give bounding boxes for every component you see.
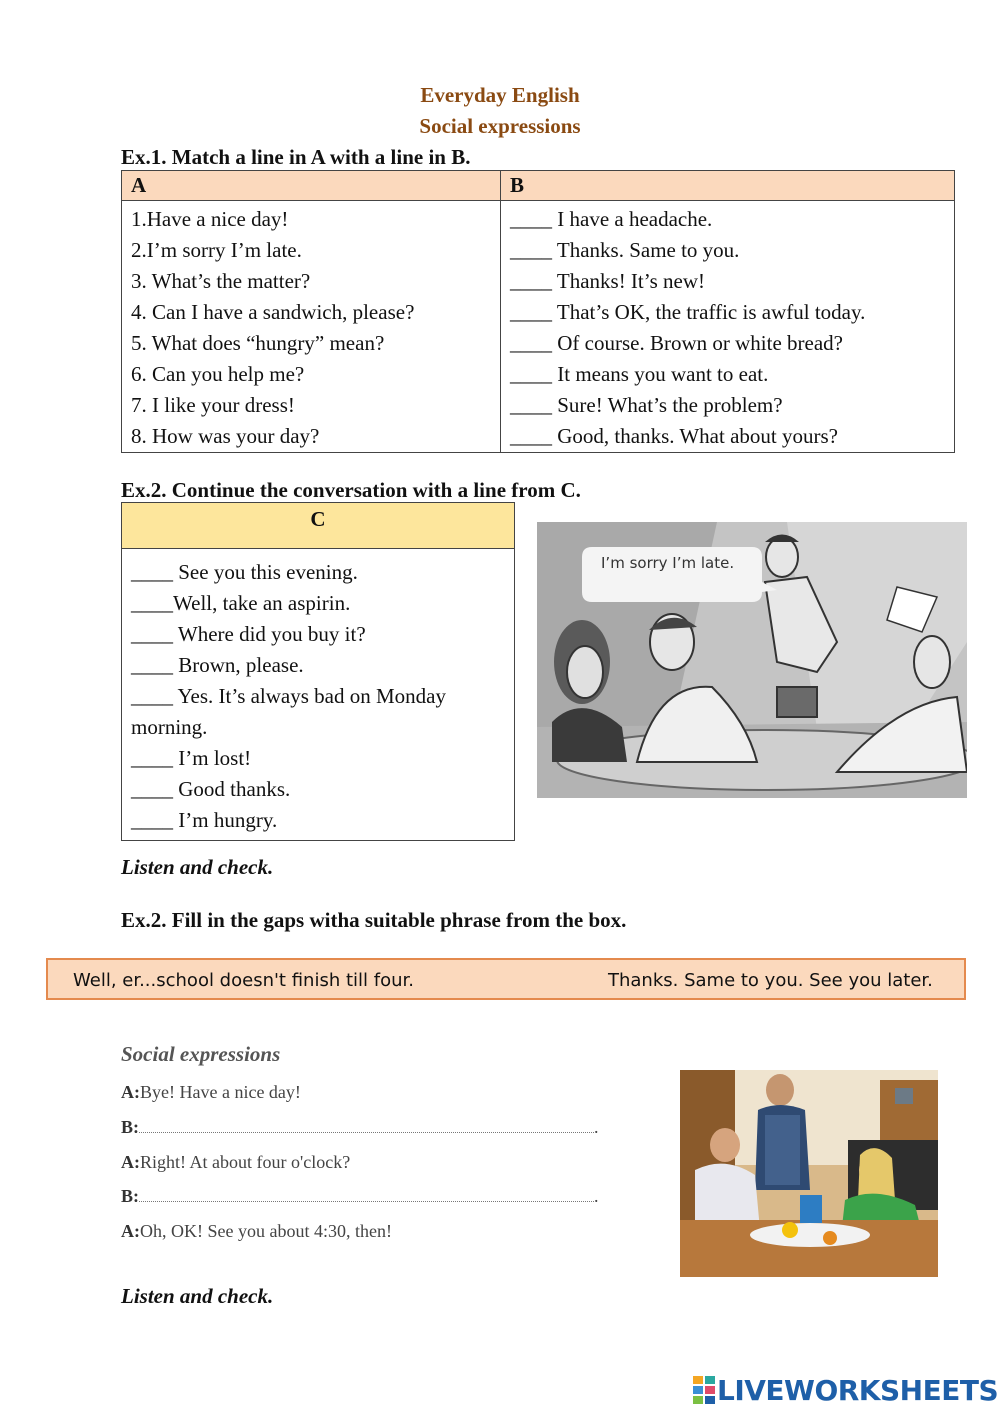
line-a: 5. What does “hungry” mean? <box>122 328 501 359</box>
ex1-heading: Ex.1. Match a line in A with a line in B. <box>121 145 471 169</box>
phrase-box <box>46 958 966 1000</box>
table-row <box>122 359 955 390</box>
office-illustration <box>537 522 967 798</box>
match-table <box>121 170 955 453</box>
line-c[interactable]: ____ I’m lost! <box>122 743 515 774</box>
speech-bubble: I’m sorry I’m late. <box>601 554 735 572</box>
line-b[interactable]: ____ Sure! What’s the problem? <box>501 390 955 421</box>
line-b[interactable]: ____ That’s OK, the traffic is awful today. <box>501 297 955 328</box>
table-row <box>122 297 955 328</box>
column-a-header: A <box>122 171 501 201</box>
line-a: 6. Can you help me? <box>122 359 501 390</box>
answer-gap[interactable] <box>139 1118 594 1133</box>
page-title: Everyday English <box>420 83 580 107</box>
line-a: 7. I like your dress! <box>122 390 501 421</box>
logo-icon <box>693 1376 715 1404</box>
line-a: 8. How was your day? <box>122 421 501 453</box>
line-c[interactable]: ____ Good thanks. <box>122 774 515 805</box>
line-c[interactable]: ____ Yes. It’s always bad on Monday <box>122 681 515 712</box>
line-b[interactable]: ____ Thanks! It’s new! <box>501 266 955 297</box>
speaker: A: <box>121 1221 140 1241</box>
family-photo <box>680 1070 938 1277</box>
column-b-header: B <box>501 171 955 201</box>
table-row <box>122 390 955 421</box>
dialogue-text: Bye! Have a nice day! <box>140 1082 301 1102</box>
table-row <box>122 201 955 236</box>
continue-table <box>121 502 515 841</box>
dialogue-text: Right! At about four o'clock? <box>140 1152 351 1172</box>
ex2-heading: Ex.2. Continue the conversation with a line from C. <box>121 478 581 502</box>
dialogue-line <box>121 1221 601 1242</box>
phrase-option[interactable]: Thanks. Same to you. See you later. <box>608 970 933 991</box>
table-row <box>122 421 955 453</box>
table-row <box>122 266 955 297</box>
line-a: 4. Can I have a sandwich, please? <box>122 297 501 328</box>
dialogue-line <box>121 1152 601 1173</box>
line-a: 2.I’m sorry I’m late. <box>122 235 501 266</box>
line-b[interactable]: ____ Of course. Brown or white bread? <box>501 328 955 359</box>
line-c[interactable]: ____ I’m hungry. <box>122 805 515 841</box>
phrase-option[interactable]: Well, er...school doesn't finish till four. <box>73 970 414 991</box>
line-b[interactable]: ____ It means you want to eat. <box>501 359 955 390</box>
dialogue-text: Oh, OK! See you about 4:30, then! <box>140 1221 392 1241</box>
line-b[interactable]: ____ Thanks. Same to you. <box>501 235 955 266</box>
speaker: A: <box>121 1082 140 1102</box>
dialogue-line: B: . <box>121 1186 599 1206</box>
line-c-continued: morning. <box>122 712 515 743</box>
ex3-heading: Ex.2. Fill in the gaps witha suitable phrase from the box. <box>121 908 627 932</box>
listen-check-2: Listen and check. <box>121 1284 274 1308</box>
dialogue-line: B: . <box>121 1117 599 1137</box>
speaker: A: <box>121 1152 140 1172</box>
line-c[interactable]: ____ Brown, please. <box>122 650 515 681</box>
listen-check-1: Listen and check. <box>121 855 274 879</box>
line-c[interactable]: ____Well, take an aspirin. <box>122 588 515 619</box>
column-c-header: C <box>122 503 515 549</box>
line-a: 1.Have a nice day! <box>122 201 501 236</box>
speaker: B: <box>121 1186 139 1206</box>
table-row <box>122 235 955 266</box>
logo-text: LIVEWORKSHEETS <box>717 1374 999 1407</box>
page-subtitle: Social expressions <box>419 114 581 138</box>
speaker: B: <box>121 1117 139 1137</box>
dialogue-line <box>121 1082 601 1103</box>
line-b[interactable]: ____ I have a headache. <box>501 201 955 236</box>
line-c[interactable]: ____ See you this evening. <box>122 549 515 589</box>
line-a: 3. What’s the matter? <box>122 266 501 297</box>
line-c[interactable]: ____ Where did you buy it? <box>122 619 515 650</box>
answer-gap[interactable] <box>139 1187 594 1202</box>
section-title: Social expressions <box>121 1042 281 1066</box>
table-row <box>122 328 955 359</box>
line-b[interactable]: ____ Good, thanks. What about yours? <box>501 421 955 453</box>
